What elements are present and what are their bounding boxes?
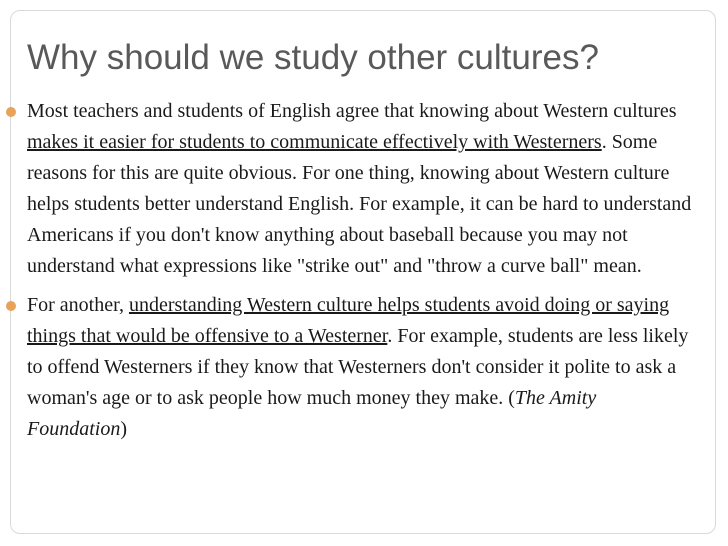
slide-title: Why should we study other cultures? bbox=[27, 38, 599, 77]
bullet-item-1 bbox=[6, 96, 696, 282]
bullet-dot-icon bbox=[6, 107, 16, 117]
bullet-1-text-after: . Some reasons for this are quite obvious. For one thing, knowing about Western culture helps students better understand English. For example, it can be hard to understand Americans if you don't know anything about baseball because you may not understand what expressions like "strike out" and "throw a curve ball" mean. bbox=[27, 131, 692, 277]
bullet-2-text-before: For another, bbox=[27, 294, 129, 316]
bullet-item-2 bbox=[6, 290, 696, 445]
bullet-text-1 bbox=[27, 96, 696, 282]
slide-content bbox=[6, 96, 696, 445]
citation: The Amity Foundation bbox=[27, 387, 597, 440]
bullet-1-text-before: Most teachers and students of English agree that knowing about Western cultures bbox=[27, 100, 677, 122]
bullet-dot-icon bbox=[6, 301, 16, 311]
bullet-1-underlined: makes it easier for students to communicate effectively with Westerners bbox=[27, 131, 602, 153]
citation-close: ) bbox=[120, 418, 128, 440]
bullet-2-text-after: . For example, students are less likely to offend Westerners if they know that Westerners don't consider it polite to ask a woman's age or to ask people how much money they make. ( bbox=[27, 325, 689, 409]
bullet-text-2 bbox=[27, 290, 696, 445]
bullet-2-underlined: understanding Western culture helps students avoid doing or saying things that would be offensive to a Westerner bbox=[27, 294, 670, 347]
